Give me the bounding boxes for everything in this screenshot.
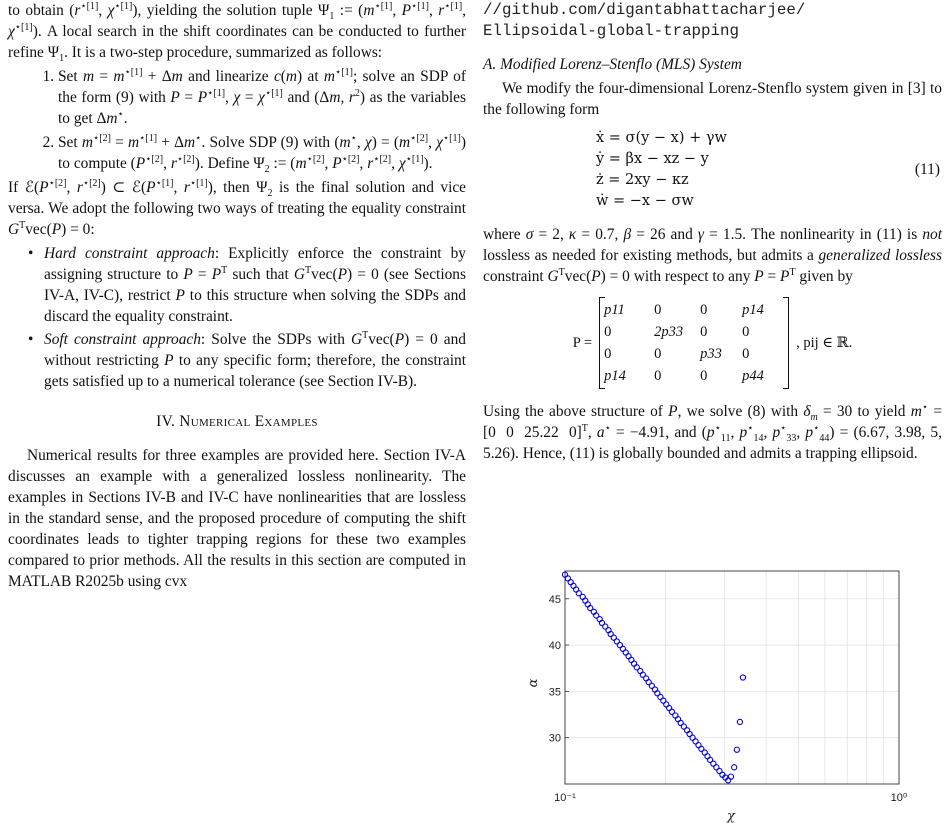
matrix-entry: 0 [604,346,612,362]
data-point [737,719,742,724]
equation-11 [483,128,942,212]
hard-constraint-item: • Hard constraint approach: Explicitly enforce the constraint by assigning structure to $P = P^T$ such that $G^Tvec(P) = 0$ (see Sections IV-A, IV-C), restrict P to this structure when solving the SDPs and discard the equality constraint. [44,243,466,327]
procedure-steps [8,66,466,174]
parameters-paragraph: where σ = 2, κ = 0.7, β = 26 and γ = 1.5. The nonlinearity in (11) is not lossless as needed for existing methods, but admits a generalized lossless constraint $G^Tvec(P) = 0$ with respect to any $P = P^T$ given by [483,226,942,285]
equation-line: ẇ = −x − σw [596,193,694,209]
equation-line: ż = 2xy − κz [596,172,689,188]
left-column [8,0,466,592]
matrix-entry: 0 [700,302,708,318]
plot-frame [565,571,899,784]
soft-constraint-title: Soft constraint approach [44,331,201,348]
equation-line: ẋ = σ(y − x) + γw [596,130,727,146]
hard-constraint-title: Hard constraint approach [44,245,215,262]
after-steps-paragraph: If $ℰ(P^{⋆[2]}$, $r^{⋆[2]}$) ⊂ $ℰ(P^{⋆[1]}$, $r^{⋆[1]}$), then $\Psi_2$ is the final solution and vice versa. We adopt the following two ways of treating the equality constraint $G^Tvec(P) = 0$: [8,177,467,238]
soft-constraint-item: • Soft constraint approach: Solve the SDPs with $G^Tvec(P) = 0$ and without restricting P to any specific form; therefore, the constraint gets satisfied up to a numerical tolerance (see Section IV-B). [44,329,466,392]
data-point [740,675,745,680]
result-paragraph: Using the above structure of P, we solve (8) with $\delta_m = 30$ to yield m⋆ = [0 0 25.22 0]$^T$, a⋆ = −4.91, and ($p^⋆_{11}$, $p^⋆_{14}$, $p^⋆_{33}$, $p^⋆_{44}) = (6.67$, 3.98, 5, 5.26). Hence, (11) is globally bounded and admits a trapping ellipsoid. [483,401,943,462]
p-matrix [599,297,789,389]
section-heading: IV. Numerical Examples [156,413,318,430]
equation-line: ẏ = βx − xz − y [596,151,709,167]
intro-paragraph: to obtain ($r^{⋆[1]}$, $\chi^{⋆[1]}$), yielding the solution tuple $\Psi_1$ := ($m^{⋆[1]}$, $P^{⋆[1]}$, $r^{⋆[1]}$, $\chi^{⋆[1]}$). A local search in the shift coordinates can be conducted to further refine $\Psi_1$. It is a two-step procedure, summarized as follows: [8,0,467,65]
x-axis-label: χ [727,809,735,824]
x-tick-label: 10⁻¹ [554,792,576,804]
equation-number: (11) [914,161,940,178]
repo-url-line-1: //github.com/digantabhattacharjee/ [483,1,806,19]
matrix-entry: 0 [700,368,708,384]
subsection-heading: A. Modified Lorenz–Stenflo (MLS) System [483,56,742,73]
matrix-lhs: P = [572,334,593,351]
constraint-approaches [8,243,466,392]
matrix-rhs: , pij ∈ ℝ. [796,334,853,351]
x-tick-label: 10⁰ [890,792,908,804]
matrix-entry: 0 [700,324,708,340]
plot-grid [565,571,899,784]
y-tick-label: 45 [548,593,561,606]
data-point [732,765,737,770]
alpha-vs-chi-plot [525,563,908,825]
data-point [638,668,643,673]
p-matrix-equation [483,297,942,389]
matrix-entry: 0 [654,302,662,318]
plot-points [562,572,745,783]
matrix-entry: 0 [654,368,662,384]
data-point [728,774,733,779]
matrix-entry: p11 [604,302,625,318]
matrix-entry: p33 [700,346,722,362]
y-tick-label: 40 [548,640,561,653]
data-point [734,747,739,752]
step-1: 1. Set $m = m^{⋆[1]} + \Delta m$ and linearize c(m) at $m^{⋆[1]}$; solve an SDP of the form (9) with $P = P^{⋆[1]}$, $\chi = \chi^{⋆[1]}$ and (Δm, $r^2$) as the variables to get Δm⋆. [58,66,466,129]
matrix-entry: p14 [742,302,764,318]
matrix-entry: 0 [742,346,750,362]
right-column [483,0,942,464]
matrix-entry: p14 [604,368,626,384]
repo-url-line-2: Ellipsoidal-global-trapping [483,22,739,40]
matrix-entry: 0 [654,346,662,362]
y-tick-label: 30 [548,732,561,745]
step-2: 2. Set $m^{⋆[2]} = m^{⋆[1]} + \Delta m^⋆$. Solve SDP (9) with (m⋆, $\chi) = (m^{⋆[2]}$, $\chi^{⋆[1]}$) to compute ($P^{⋆[2]}$, $r^{⋆[2]}$). Define $\Psi_2$ := ($m^{⋆[2]}$, $P^{⋆[2]}$, $r^{⋆[2]}$, $\chi^{⋆[1]}$). [58,132,466,174]
y-tick-label: 35 [548,686,561,699]
matrix-entry: 2p33 [654,324,684,340]
mls-intro-paragraph: We modify the four-dimensional Lorenz-Stenflo system given in [3] to the following form [483,80,942,118]
y-axis-label: α [526,678,541,688]
matrix-entry: p44 [742,368,764,384]
section-paragraph: Numerical results for three examples are provided here. Section IV-A discusses an example with a generalized lossless nonlinearity. The examples in Sections IV-B and IV-C have nonlinearities that are lossless in the standard sense, and the proposed procedure of computing the shift coordinates leads to tighter trapping regions for these two examples compared to prior methods. All the results in this section are computed in MATLAB R2025b using cvx [8,447,466,590]
matrix-entry: 0 [604,324,612,340]
matrix-entry: 0 [742,324,750,340]
